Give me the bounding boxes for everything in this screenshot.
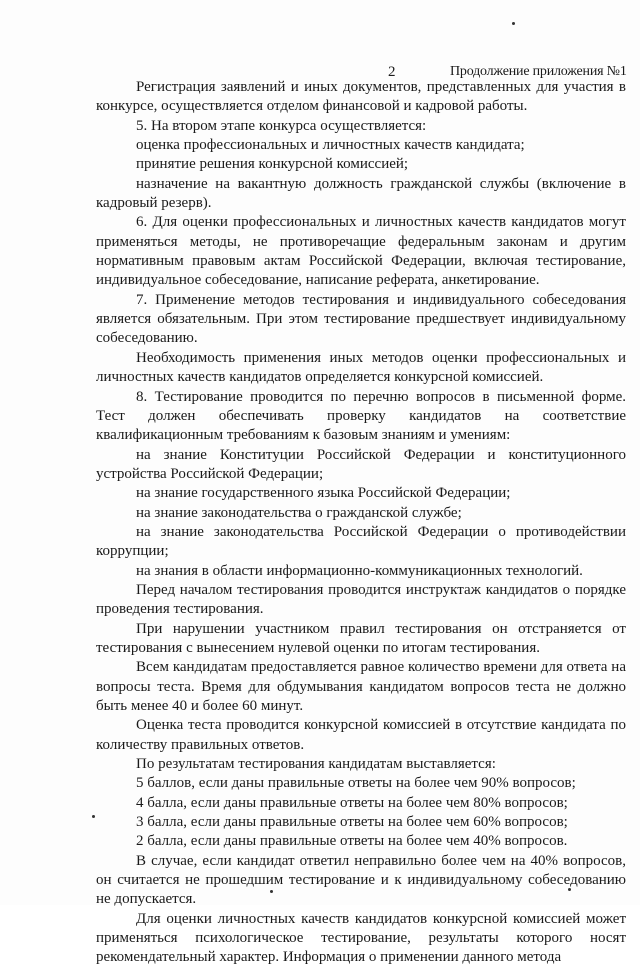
list-item-score-4: 4 балла, если даны правильные ответы на более чем 80% вопросов; bbox=[136, 794, 568, 811]
list-item-decision: принятие решения конкурсной комиссией; bbox=[136, 156, 409, 173]
paragraph-registration: Регистрация заявлений и иных документов, представленных для участия в конкурсе, осуществляется отделом финансовой и кадровой работы. bbox=[96, 79, 626, 115]
paragraph-instruction: Перед началом тестирования проводится инструктаж кандидатов о порядке проведения тестирования. bbox=[96, 581, 626, 618]
paragraph-other-methods: Необходимость применения иных методов оценки профессиональных и личностных качеств кандидатов определяется конкурсной комиссией. bbox=[96, 349, 626, 386]
list-item-constitution: на знание Конституции Российской Федерации и конституционного устройства Российской Федерации; bbox=[96, 446, 626, 482]
paragraph-item-6: 6. Для оценки профессиональных и личностных качеств кандидатов могут применяться методы, не противоречащие федеральным законам и другим нормативным правовым актам Российской Федерации, включая тестирование, индивидуальное собеседование, написание реферата, анкетирование. bbox=[96, 214, 626, 289]
paragraph-scores-intro: По результатам тестирования кандидатам выставляется: bbox=[136, 756, 496, 773]
document-body bbox=[96, 78, 626, 968]
paragraph-item-8: 8. Тестирование проводится по перечню вопросов в письменной форме. Тест должен обеспечивать проверку кандидатов на соответствие квалификационным требованиям к базовым знаниям и умениям: bbox=[96, 388, 626, 444]
scan-speck bbox=[512, 22, 515, 25]
list-item-assessment: оценка профессиональных и личностных качеств кандидата; bbox=[136, 137, 525, 154]
list-item-language: на знание государственного языка Российской Федерации; bbox=[136, 485, 511, 502]
scan-speck bbox=[568, 888, 571, 891]
continuation-header: Продолжение приложения №1 bbox=[450, 64, 627, 79]
paragraph-item-5: 5. На втором этапе конкурса осуществляется: bbox=[136, 117, 427, 134]
list-item-ict: на знания в области информационно-коммуникационных технологий. bbox=[136, 562, 583, 579]
page-number: 2 bbox=[388, 64, 396, 80]
list-item-score-3: 3 балла, если даны правильные ответы на более чем 60% вопросов; bbox=[136, 814, 568, 831]
list-item-score-2: 2 балла, если даны правильные ответы на более чем 40% вопросов. bbox=[136, 833, 568, 850]
paragraph-psychological: Для оценки личностных качеств кандидатов конкурсной комиссией может применяться психологическое тестирование, результаты которого носят рекомендательный характер. Информация о применении данного метода bbox=[96, 910, 626, 966]
paragraph-failed: В случае, если кандидат ответил неправильно более чем на 40% вопросов, он считается не прошедшим тестирование и к индивидуальному собеседованию не допускается. bbox=[96, 852, 626, 908]
list-item-score-5: 5 баллов, если даны правильные ответы на более чем 90% вопросов; bbox=[136, 775, 576, 792]
scan-speck bbox=[270, 890, 273, 893]
scan-speck bbox=[92, 815, 95, 818]
list-item-appointment: назначение на вакантную должность гражданской службы (включение в кадровый резерв). bbox=[96, 175, 626, 212]
paragraph-item-7: 7. Применение методов тестирования и индивидуального собеседования является обязательным. При этом тестирование предшествует индивидуальному собеседованию. bbox=[96, 291, 626, 347]
paragraph-time: Всем кандидатам предоставляется равное количество времени для ответа на вопросы теста. Время для обдумывания кандидатом вопросов теста не должно быть менее 40 и более 60 минут. bbox=[96, 659, 626, 714]
paragraph-evaluation: Оценка теста проводится конкурсной комиссией в отсутствие кандидата по количеству правильных ответов. bbox=[96, 717, 626, 753]
list-item-anticorruption: на знание законодательства Российской Федерации о противодействии коррупции; bbox=[96, 523, 626, 560]
list-item-civil-service-law: на знание законодательства о гражданской службе; bbox=[136, 504, 462, 521]
paragraph-violation: При нарушении участником правил тестирования он отстраняется от тестирования с вынесением нулевой оценки по итогам тестирования. bbox=[96, 620, 626, 656]
